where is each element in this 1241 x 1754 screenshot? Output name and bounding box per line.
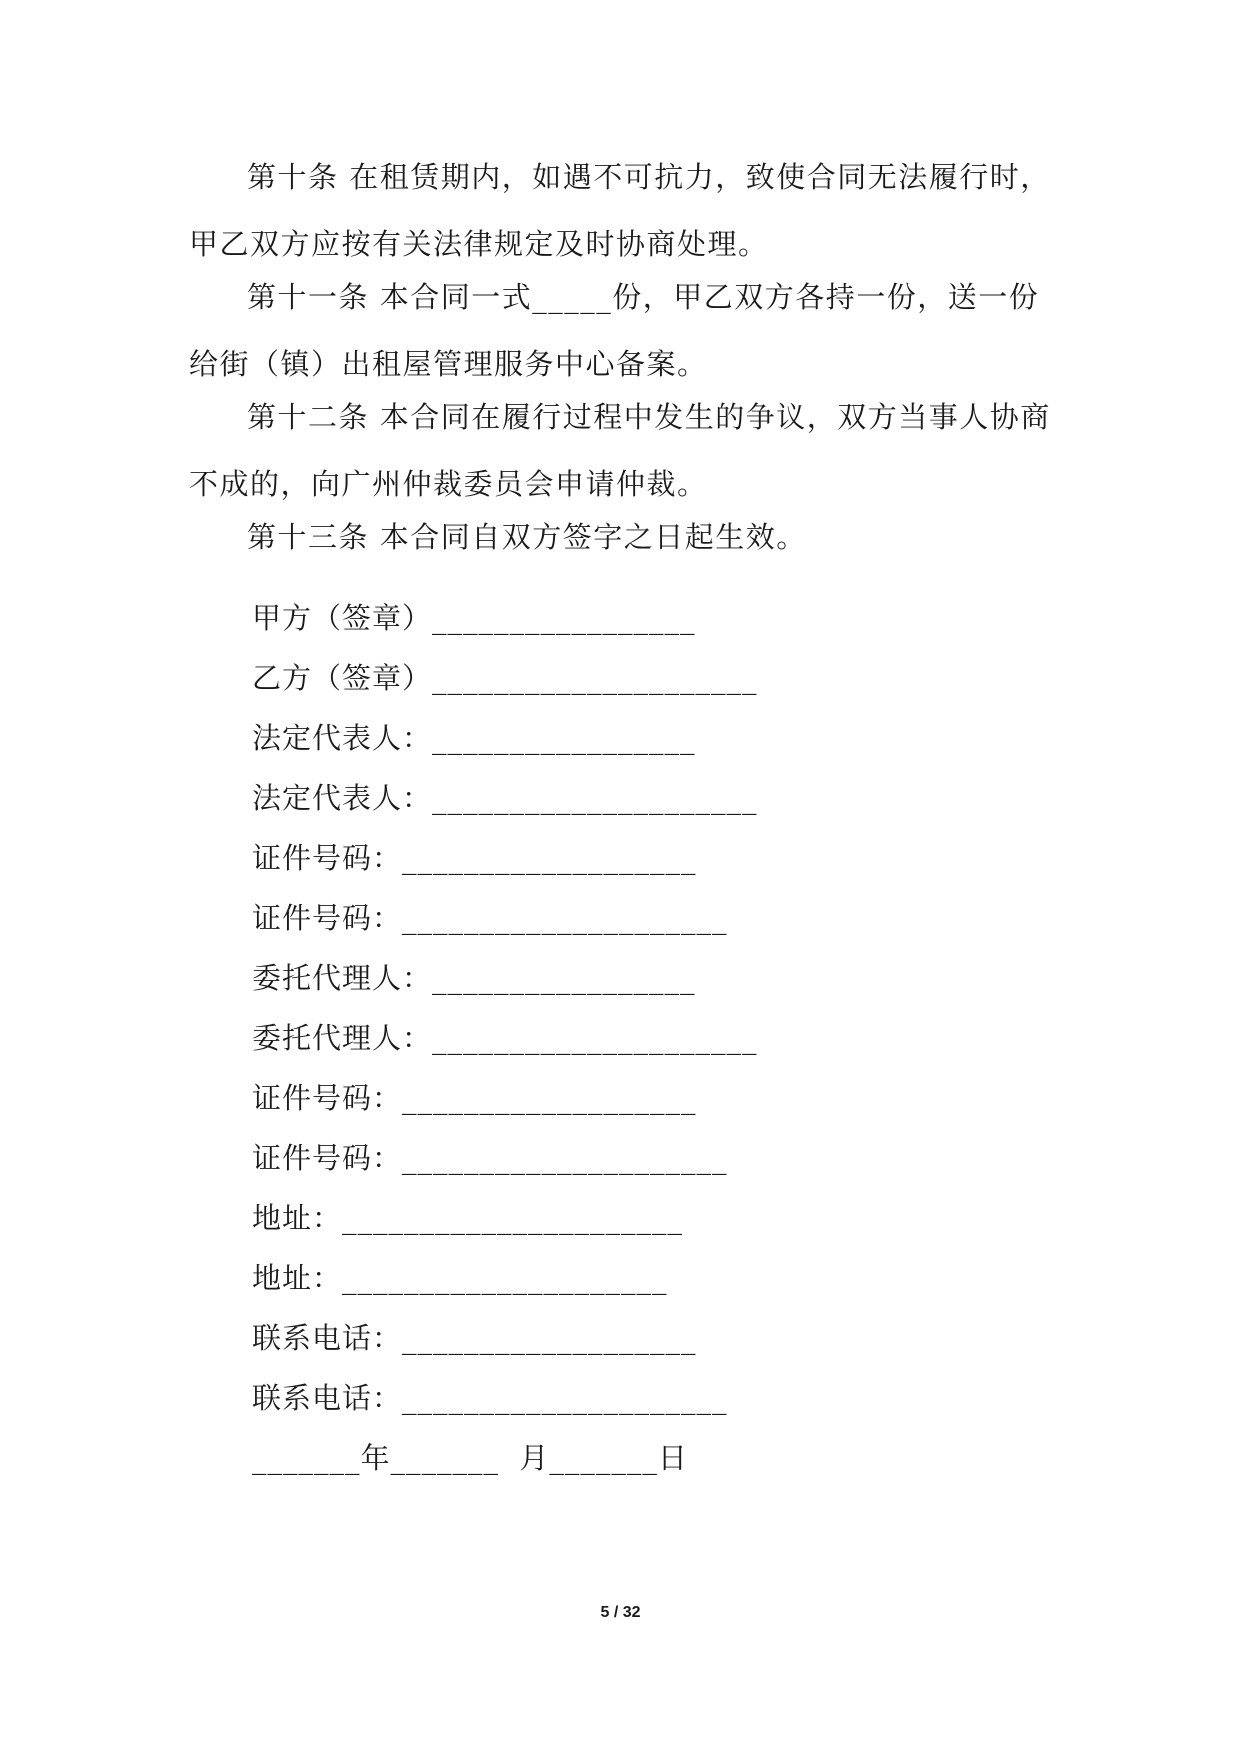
party-a-id-number-line: 证件号码：___________________ (252, 841, 697, 875)
party-b-address-line: 地址：_____________________ (252, 1261, 668, 1295)
party-a-phone-line: 联系电话：___________________ (252, 1321, 697, 1355)
article-10: 第十条 在租赁期内，如遇不可抗力，致使合同无法履行时，甲乙双方应按有关法律规定及时协商处理。 (189, 160, 1051, 261)
party-b-legal-representative-line: 法定代表人：_____________________ (252, 781, 758, 815)
date-line: _______年_______ 月_______日 (252, 1441, 688, 1475)
article-12: 第十二条 本合同在履行过程中发生的争议，双方当事人协商不成的，向广州仲裁委员会申请仲裁。 (189, 400, 1051, 501)
party-a-address-line: 地址：______________________ (252, 1201, 684, 1235)
party-b-signature-line: 乙方（签章）_____________________ (252, 661, 758, 695)
party-b-agent-line: 委托代理人：_____________________ (252, 1021, 758, 1055)
party-a-agent-line: 委托代理人：_________________ (252, 961, 696, 995)
party-b-agent-id-number-line: 证件号码：_____________________ (252, 1141, 728, 1175)
article-11: 第十一条 本合同一式_____份，甲乙双方各持一份，送一份给街（镇）出租屋管理服务中心备案。 (189, 280, 1040, 381)
page-number: 5 / 32 (600, 1604, 641, 1621)
article-13: 第十三条 本合同自双方签字之日起生效。 (247, 520, 807, 554)
party-a-legal-representative-line: 法定代表人：_________________ (252, 721, 696, 755)
party-a-agent-id-number-line: 证件号码：___________________ (252, 1081, 697, 1115)
party-b-phone-line: 联系电话：_____________________ (252, 1381, 728, 1415)
party-a-signature-line: 甲方（签章）_________________ (252, 601, 696, 635)
party-b-id-number-line: 证件号码：_____________________ (252, 901, 728, 935)
